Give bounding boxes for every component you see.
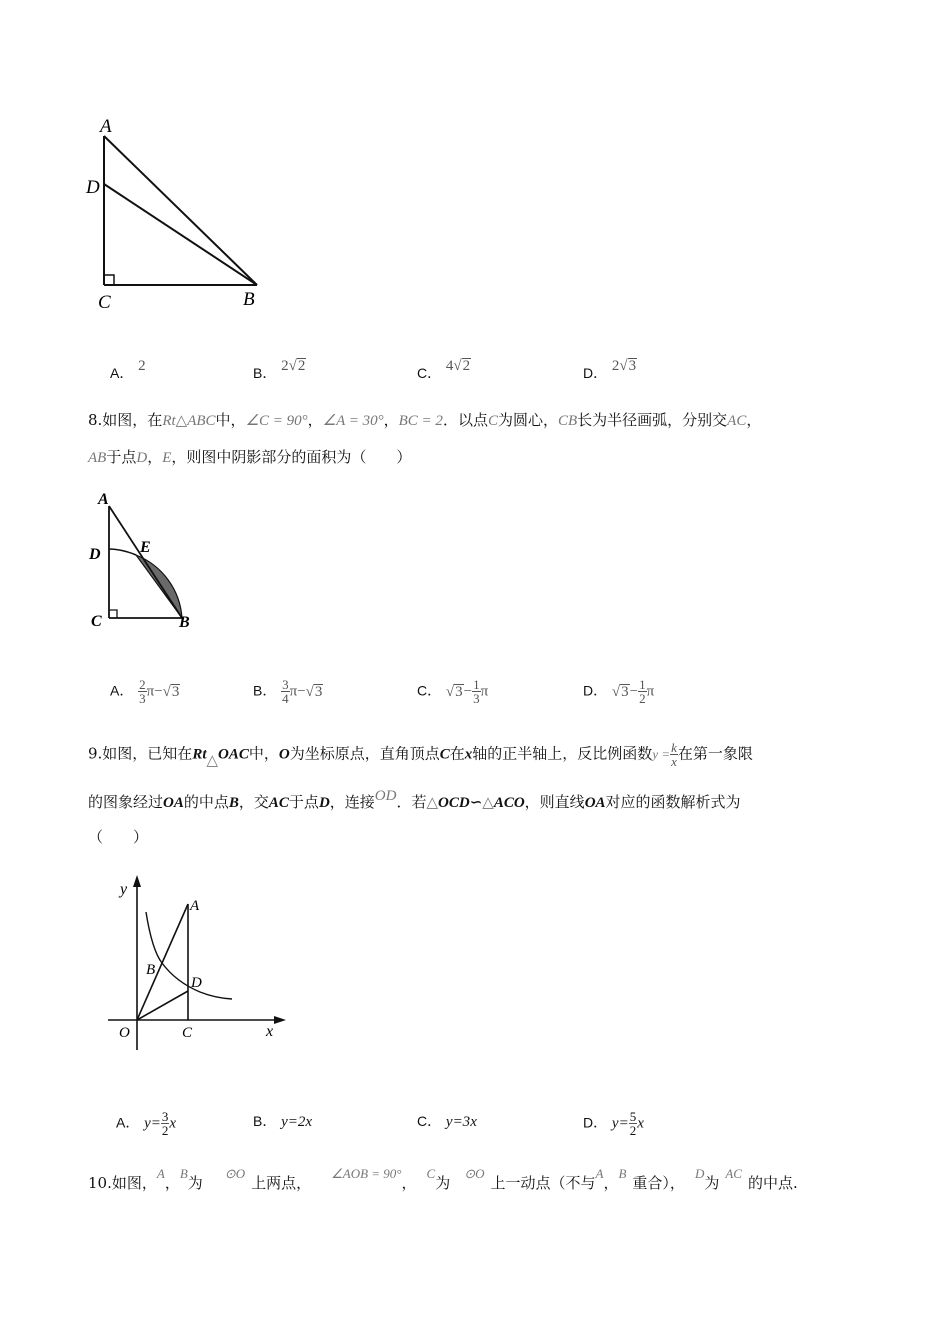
math-ocd: OCD <box>438 795 470 811</box>
answer-parens: （ ） <box>88 828 149 846</box>
text: 轴的正半轴上，反比例函数 <box>472 744 653 763</box>
similar-symbol: ∽ <box>469 793 483 811</box>
option-letter: C． <box>417 365 442 381</box>
segment-DB <box>104 184 257 285</box>
option-letter: D． <box>583 365 608 381</box>
fraction: $\frac{2}{3}$ <box>139 677 146 706</box>
math-ab: AB <box>88 450 107 466</box>
math-ac: AC <box>725 1166 742 1181</box>
radicand: 2 <box>462 358 471 374</box>
math-angle-c: ∠C = 90° <box>245 413 308 429</box>
text: ．若 <box>396 793 427 811</box>
triangle-symbol: △ <box>175 413 188 429</box>
sqrt: √3 <box>305 683 323 700</box>
math-b: B <box>228 795 239 811</box>
math-abc: ABC <box>187 413 216 429</box>
label-D: D <box>191 975 202 991</box>
coef: 4 <box>445 358 454 374</box>
math-o: O <box>278 746 290 763</box>
q8-question-line1 <box>88 409 761 432</box>
label-E: E <box>140 539 151 556</box>
arc-DE <box>109 549 136 555</box>
fraction: $\frac{1}{3}$ <box>473 677 480 706</box>
minus: − <box>629 683 639 700</box>
text: 为 <box>704 1174 720 1192</box>
q7-option-d[interactable] <box>583 358 637 385</box>
label-A: A <box>190 898 200 914</box>
option-value: 4√2 <box>445 358 471 374</box>
label-y: y <box>120 881 128 898</box>
minus: − <box>297 683 306 700</box>
q7-option-c[interactable] <box>417 358 471 385</box>
math-oac: OAC <box>218 746 249 763</box>
math-c: C <box>487 413 498 429</box>
text: 的图象经过 <box>88 793 164 811</box>
segment-AB <box>104 136 257 285</box>
pi: π <box>146 683 155 700</box>
y-axis-arrow <box>133 875 141 887</box>
label-x: x <box>266 1023 274 1040</box>
option-pre: y=2 <box>281 1114 306 1130</box>
q7-option-b[interactable] <box>253 358 306 385</box>
figure-q7-triangle <box>80 110 280 320</box>
option-post: x <box>305 1114 313 1130</box>
text: ，交 <box>238 793 269 811</box>
q9-question-line1 <box>88 741 753 768</box>
option-letter: A． <box>116 1114 140 1131</box>
math-b: B <box>179 1166 188 1181</box>
math-a: A <box>156 1166 165 1181</box>
pi: π <box>289 683 298 700</box>
math-d: D <box>694 1166 705 1181</box>
option-letter: A． <box>110 365 134 381</box>
text: 中， <box>248 744 279 763</box>
pi: π <box>480 683 489 700</box>
option-pre: y=3 <box>445 1114 471 1130</box>
text: 为 <box>435 1174 451 1192</box>
text: 于点 <box>106 448 137 466</box>
label-B: B <box>179 614 190 631</box>
option-letter: C． <box>417 682 442 699</box>
math-rt: Rt <box>192 746 207 763</box>
text: 的中点 <box>183 793 229 811</box>
q9-option-b[interactable] <box>253 1110 312 1133</box>
option-pre: y= <box>144 1115 161 1132</box>
math-c: C <box>439 746 450 763</box>
text: 为 <box>187 1174 203 1192</box>
q8-option-d[interactable] <box>583 678 654 705</box>
math-od: OD <box>374 788 397 804</box>
pi: π <box>646 683 655 700</box>
label-C: C <box>91 613 102 630</box>
q9-question-line2 <box>88 788 741 814</box>
text: ，则图中阴影部分的面积为（ ） <box>171 448 412 466</box>
right-angle-mark <box>109 610 117 618</box>
math-func-y: y = <box>652 746 671 762</box>
figure-q8-sector <box>85 488 210 633</box>
text: ，连接 <box>329 793 375 811</box>
fraction: $\frac{3}{4}$ <box>282 677 289 706</box>
math-rt: Rt <box>162 413 176 429</box>
option-post: x <box>637 1115 644 1132</box>
option-letter: B． <box>253 1113 277 1129</box>
sqrt: √3 <box>162 683 180 700</box>
math-aco: ACO <box>493 795 525 811</box>
option-value: 2 <box>138 358 146 374</box>
fraction: $\frac{1}{2}$ <box>639 677 646 706</box>
coef: 2 <box>611 358 620 374</box>
minus: − <box>154 683 163 700</box>
math-bc: BC = 2 <box>398 413 443 429</box>
figure-q9-coordinate <box>100 870 300 1055</box>
text: 10.如图， <box>88 1174 157 1192</box>
label-O: O <box>119 1025 130 1041</box>
text: 对应的函数解析式为 <box>605 793 741 811</box>
text: 在第一象限 <box>677 744 753 763</box>
q10-question-line1 <box>88 1166 798 1195</box>
q8-option-b[interactable] <box>253 678 323 705</box>
math-e: E <box>162 450 172 466</box>
right-angle-mark <box>104 275 114 285</box>
option-pre: y= <box>611 1115 629 1132</box>
text: ， <box>603 1174 619 1192</box>
q7-option-a[interactable] <box>110 358 146 385</box>
coef: 2 <box>281 358 289 374</box>
text: 上两点， <box>251 1174 312 1192</box>
math-angle-a: ∠A = 30° <box>322 413 384 429</box>
text: 9.如图，已知在 <box>88 744 193 763</box>
math-a: A <box>595 1166 604 1181</box>
option-value: 2√2 <box>281 358 306 374</box>
text: 的中点. <box>747 1174 798 1192</box>
math-d: D <box>318 795 330 811</box>
minus: − <box>463 683 473 700</box>
option-letter: D． <box>583 682 608 699</box>
q9-option-a[interactable] <box>116 1110 176 1137</box>
triangle-symbol: △ <box>206 752 219 769</box>
text: 为圆心， <box>497 411 558 429</box>
option-letter: B． <box>253 365 277 381</box>
fraction: $\frac{3}{2}$ <box>161 1109 169 1138</box>
q8-option-c[interactable] <box>417 678 488 705</box>
text: ， <box>401 1174 417 1192</box>
option-post: x <box>169 1115 177 1132</box>
radicand: 2 <box>297 358 306 374</box>
text: 在 <box>449 744 465 763</box>
label-A: A <box>100 116 112 137</box>
math-d: D <box>136 450 148 466</box>
math-oa: OA <box>163 795 184 811</box>
option-letter: D． <box>583 1114 608 1131</box>
math-oa: OA <box>584 795 606 811</box>
option-post: x <box>470 1114 477 1130</box>
label-B: B <box>146 962 156 978</box>
q8-question-line2 <box>88 446 411 469</box>
segment-OA <box>137 904 188 1020</box>
text: 长为半径画弧，分别交 <box>577 411 728 429</box>
segment-AB <box>109 506 182 618</box>
label-C: C <box>182 1025 193 1041</box>
q8-option-a[interactable] <box>110 678 180 705</box>
math-angle-aob: ∠AOB = 90° <box>331 1166 402 1181</box>
option-value: 2√3 <box>611 358 637 374</box>
fraction-k-over-x: $\frac{k}{x}$ <box>671 740 677 769</box>
text: 重合）， <box>632 1174 685 1192</box>
text: ， <box>307 411 323 429</box>
text: ．以点 <box>442 411 488 429</box>
text: ， <box>383 411 399 429</box>
math-ac: AC <box>268 795 289 811</box>
text: 上一动点（不与 <box>490 1174 596 1192</box>
q9-option-d[interactable] <box>583 1110 644 1137</box>
option-letter: B． <box>253 682 277 699</box>
text: 中， <box>215 411 246 429</box>
label-C: C <box>98 292 111 313</box>
sqrt: √3 <box>611 683 629 700</box>
radicand: 3 <box>628 358 637 374</box>
math-cb: CB <box>557 413 578 429</box>
label-A: A <box>98 491 109 508</box>
segment-OD <box>137 991 188 1020</box>
math-circle-o: ⊙O <box>464 1166 485 1181</box>
q9-question-line3 <box>88 826 148 848</box>
text: 于点 <box>288 793 319 811</box>
text: 为坐标原点，直角顶点 <box>289 744 440 763</box>
label-D: D <box>89 546 101 563</box>
fraction: $\frac{5}{2}$ <box>629 1109 637 1138</box>
text: ， <box>147 448 163 466</box>
triangle-symbol: △ <box>482 795 494 811</box>
math-c: C <box>426 1166 436 1181</box>
text: ， <box>746 411 762 429</box>
option-letter: C． <box>417 1113 442 1129</box>
math-ac: AC <box>727 413 747 429</box>
hyperbola-curve <box>146 912 232 999</box>
math-b: B <box>618 1166 627 1181</box>
math-circle-o: ⊙O <box>224 1166 246 1181</box>
text: ， <box>164 1174 180 1192</box>
label-B: B <box>243 289 255 310</box>
text: 8.如图，在 <box>88 411 163 429</box>
triangle-symbol: △ <box>426 795 439 811</box>
text: ，则直线 <box>524 793 585 811</box>
label-D: D <box>86 177 100 198</box>
math-x: x <box>464 746 473 763</box>
q9-option-c[interactable] <box>417 1110 477 1133</box>
sqrt: √3 <box>445 683 463 700</box>
x-axis-arrow <box>274 1016 286 1024</box>
option-letter: A． <box>110 682 134 699</box>
